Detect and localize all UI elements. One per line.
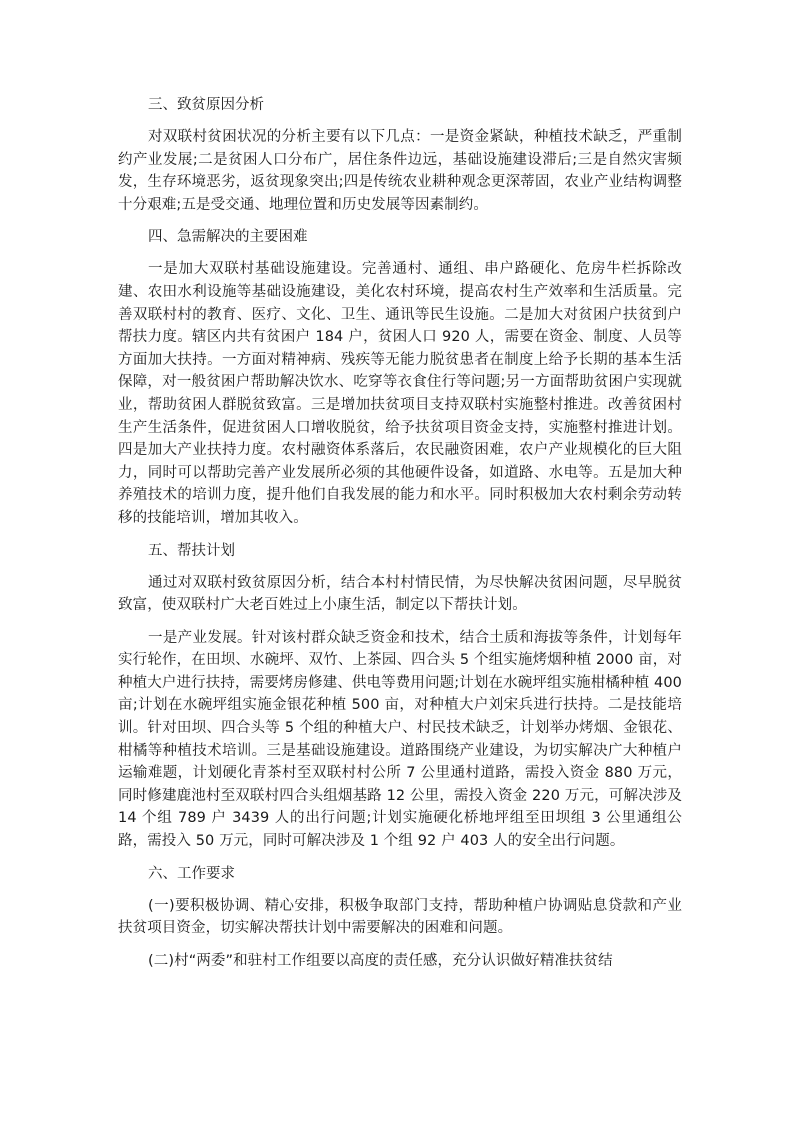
paragraph-plan-intro: 通过对双联村致贫原因分析，结合本村村情民情，为尽快解决贫困问题，尽早脱贫致富，使双联村广大老百姓过上小康生活，制定以下帮扶计划。 <box>118 574 682 614</box>
heading-assistance-plan: 五、帮扶计划 <box>148 542 235 559</box>
paragraph-plan-details: 一是产业发展。针对该村群众缺乏资金和技术，结合土质和海拔等条件，计划每年实行轮作，在田坝、水碗坪、双竹、上茶园、四合头 5 个组实施烤烟种植 2000 亩，对种植大户进行扶持，需要烤房修建、供电等费用问题;计划在水碗坪组实施柑橘种植 400 亩;计划在水碗坪组实施金银花种植 500 亩，对种植大户刘宋兵进行扶持。二是技能培训。针对田坝、四合头等 5 个组的种植大户、村民技术缺乏，计划举办烤烟、金银花、柑橘等种植技术培训。三是基础设施建设。道路围绕产业建设，为切实解决广大种植户运输难题，计划硬化青茶村至双联村村公所 7 公里通村道路，需投入资金 880 万元，同时修建鹿池村至双联村四合头组烟基路 12 公里，需投入资金 220 万元，可解决涉及 14 个组 789 户 3439 人的出行问题;计划实施硬化桥地坪组至田坝组 3 公里通组公路，需投入 50 万元，同时可解决涉及 1 个组 92 户 403 人的安全出行问题。 <box>118 629 682 850</box>
heading-poverty-causes: 三、致贫原因分析 <box>148 97 264 113</box>
paragraph-main-difficulties: 一是加大双联村基础设施建设。完善通村、通组、串户路硬化、危房牛栏拆除改建、农田水利设施等基础设施建设，美化农村环境，提高农村生产效率和生活质量。完善双联村村的教育、医疗、文化、卫生、通讯等民生设施。二是加大对贫困户扶贫到户帮扶力度。辖区内共有贫困户 184 户，贫困人口 920 人，需要在资金、制度、人员等方面加大扶持。一方面对精神病、残疾等无能力脱贫患者在制度上给予长期的基本生活保障，对一般贫困户帮助解决饮水、吃穿等衣食住行等问题;另一方面帮助贫困户实现就业，帮助贫困人群脱贫致富。三是增加扶贫项目支持双联村实施整村推进。改善贫困村生产生活条件，促进贫困人口增收脱贫，给予扶贫项目资金支持，实施整村推进计划。四是加大产业扶持力度。农村融资体系落后，农民融资困难，农户产业规模化的巨大阻力，同时可以帮助完善产业发展所必须的其他硬件设备，如道路、水电等。五是加大种养殖技术的培训力度，提升他们自我发展的能力和水平。同时积极加大农村剩余劳动转移的技能培训，增加其收入。 <box>118 261 682 526</box>
heading-work-requirements: 六、工作要求 <box>148 865 235 882</box>
paragraph-requirement-1: (一)要积极协调、精心安排，积极争取部门支持，帮助种植户协调贴息贷款和产业扶贫项目资金，切实解决帮扶计划中需要解决的困难和问题。 <box>118 897 682 937</box>
heading-main-difficulties: 四、急需解决的主要困难 <box>148 229 308 246</box>
paragraph-requirement-2: (二)村“两委”和驻村工作组要以高度的责任感，充分认识做好精准扶贫结 <box>148 952 613 969</box>
paragraph-poverty-causes: 对双联村贫困状况的分析主要有以下几点：一是资金紧缺，种植技术缺乏，严重制约产业发展;二是贫困人口分布广，居住条件边远，基础设施建设滞后;三是自然灾害频发，生存环境恶劣，返贫现象突出;四是传统农业耕种观念更深蒂固，农业产业结构调整十分艰难;五是受交通、地理位置和历史发展等因素制约。 <box>118 129 682 213</box>
